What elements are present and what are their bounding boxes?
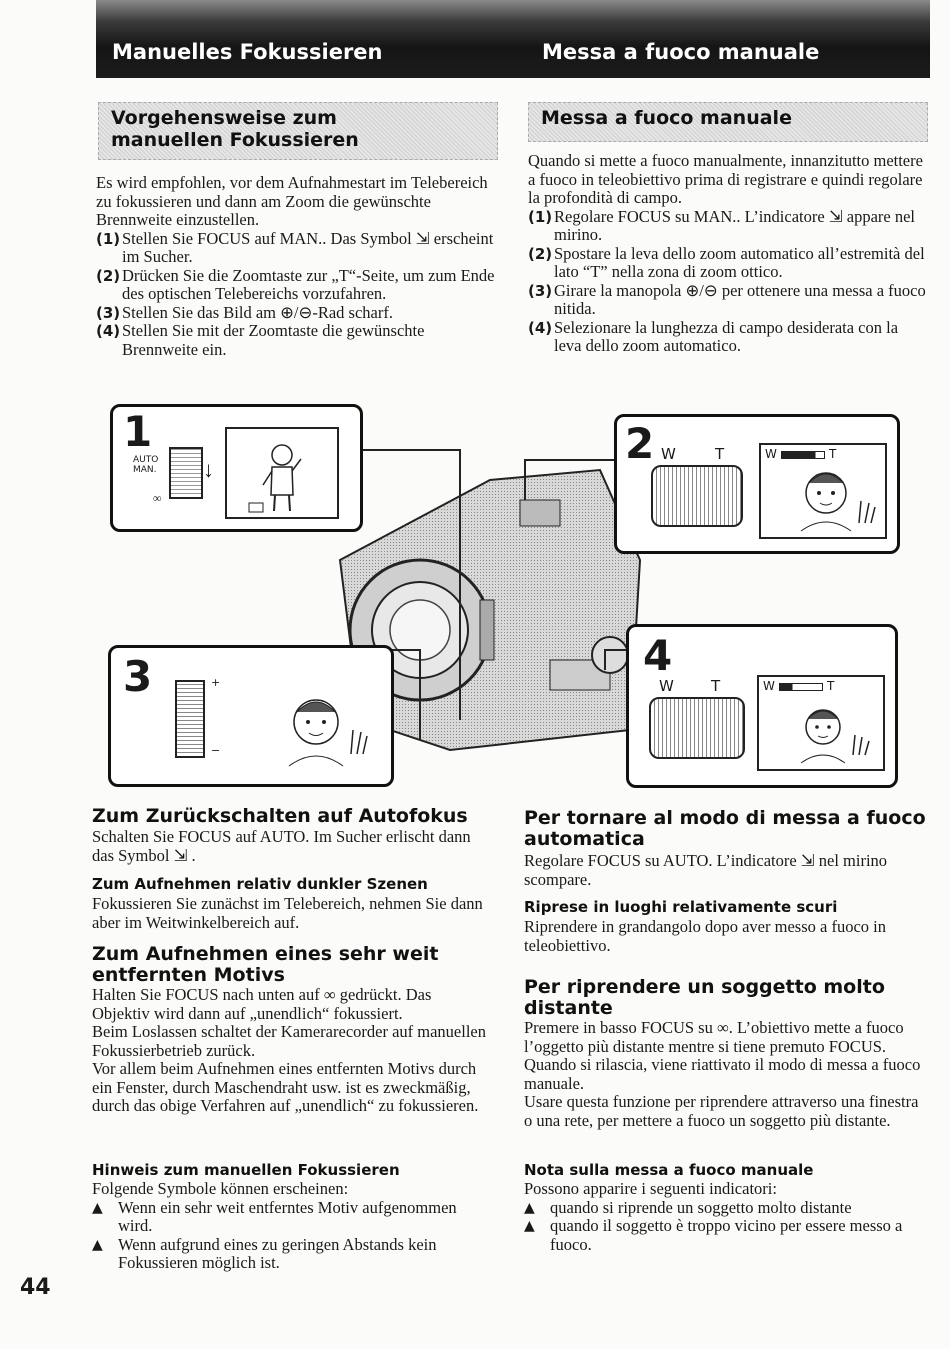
header-title-it: Messa a fuoco manuale: [542, 40, 820, 64]
focus-dial: [175, 680, 205, 758]
de-intro: Es wird empfohlen, vor dem Aufnahmestart im Telebereich zu fokussieren und dann am Zoom die gewünschte Brennweite einzustellen.: [96, 173, 488, 229]
de-far-text-3: Vor allem beim Aufnehmen eines entfernten Motivs durch ein Fenster, durch Maschendraht usw. ist es zweckmäßig, durch das obige Verfahren auf „unendlich“ zu fokussieren.: [92, 1059, 479, 1115]
vf-zoom-t: T: [827, 679, 835, 693]
connector-lines: [350, 440, 650, 780]
zoom-lever: [651, 465, 743, 527]
de-far-text-1: Halten Sie FOCUS nach unten auf ∞ gedrückt. Das Objektiv wird dann auf „unendlich“ fokussiert.: [92, 985, 432, 1023]
de-instructions: [96, 174, 496, 359]
it-step: [528, 208, 928, 245]
it-step-num: (4): [528, 318, 553, 337]
waving-boy-icon: [271, 688, 371, 768]
it-intro: Quando si mette a fuoco manualmente, innanzitutto mettere a fuoco in teleobiettivo prima di registrare e quindi regolare la profondità di campo.: [528, 151, 923, 207]
it-step-text: Girare la manopola ⊕/⊖ per ottenere una messa a fuoco nitida.: [554, 280, 926, 318]
de-dark-text: Fokussieren Sie zunächst im Telebereich, nehmen Sie dann aber im Weitwinkelbereich auf.: [92, 894, 483, 932]
de-step-num: (3): [96, 303, 121, 322]
section-title-de-line1: Vorgehensweise zum: [111, 107, 337, 129]
de-step-text: Stellen Sie FOCUS auf MAN.. Das Symbol ⇲ erscheint im Sucher.: [122, 228, 494, 266]
step-panel-4: [626, 624, 898, 788]
de-step: [96, 304, 496, 323]
it-note: [524, 1180, 924, 1254]
mountain-icon: ▲: [92, 1199, 103, 1216]
de-step-text: Drücken Sie die Zoomtaste zur „T“-Seite, um zum Ende des optischen Telebereichs vorzufahren.: [122, 265, 495, 303]
step-panel-3: [108, 645, 394, 787]
person-icon: ▲: [92, 1236, 103, 1253]
it-step-text: Spostare la leva dello zoom automatico all’estremità del lato “T” nella zona di zoom ottico.: [554, 243, 925, 281]
vf-zoom-w: W: [765, 447, 777, 461]
it-dark-heading: Riprese in luoghi relativamente scuri: [524, 898, 838, 916]
de-far-texts: [92, 986, 492, 1116]
zoom-bar: [779, 683, 823, 691]
section-title-it-text: Messa a fuoco manuale: [541, 107, 792, 129]
header-title-de: Manuelles Fokussieren: [112, 40, 383, 64]
switch-auto-label: AUTO: [133, 455, 159, 465]
waving-boy-icon: [783, 697, 873, 765]
it-step-text: Selezionare la lunghezza di campo desiderata con la leva dello zoom automatico.: [554, 317, 899, 355]
zoom-w-label: W: [659, 677, 674, 695]
it-step-num: (1): [528, 207, 553, 226]
de-dark-heading: Zum Aufnehmen relativ dunkler Szenen: [92, 875, 428, 893]
de-step-num: (4): [96, 322, 121, 340]
de-autofocus-heading: Zum Zurückschalten auf Autofokus: [92, 805, 468, 827]
it-far-texts: [524, 1019, 924, 1130]
de-note-item-text: Wenn ein sehr weit entferntes Motiv aufgenommen wird.: [118, 1197, 457, 1235]
it-note-item: [524, 1199, 924, 1218]
person-figure-icon: [227, 429, 337, 517]
it-note-item-text: quando si riprende un soggetto molto distante: [550, 1197, 852, 1217]
zoom-lever: [649, 697, 745, 759]
de-note-intro: Folgende Symbole können erscheinen:: [92, 1179, 349, 1198]
panel-number: 1: [123, 407, 153, 456]
it-note-heading: Nota sulla messa a fuoco manuale: [524, 1161, 814, 1179]
de-note-item: [92, 1199, 492, 1236]
viewfinder-2: [759, 443, 887, 539]
de-step: [96, 230, 496, 267]
it-far-heading: Per riprendere un soggetto molto distante: [524, 976, 885, 1019]
de-step-num: (2): [96, 266, 121, 285]
it-note-item: [524, 1217, 924, 1254]
it-far-text-2: Usare questa funzione per riprendere attraverso una finestra o una rete, per mettere a fuoco un soggetto più distante.: [524, 1092, 919, 1130]
panel-number: 2: [625, 419, 655, 468]
vf-zoom-w: W: [763, 679, 775, 693]
de-step-text: Stellen Sie mit der Zoomtaste die gewünschte Brennweite ein.: [122, 321, 425, 359]
it-note-item-text: quando il soggetto è troppo vicino per essere messo a fuoco.: [550, 1216, 903, 1254]
de-step-text: Stellen Sie das Bild am ⊕/⊖-Rad scharf.: [122, 302, 393, 322]
it-note-intro: Possono apparire i seguenti indicatori:: [524, 1179, 777, 1198]
mountain-icon: ▲: [524, 1199, 535, 1216]
zoom-t-label: T: [715, 445, 725, 463]
de-step-num: (1): [96, 229, 121, 248]
focus-switch: [133, 455, 158, 475]
person-icon: ▲: [524, 1218, 535, 1234]
it-autofocus-text: Regolare FOCUS su AUTO. L’indicatore ⇲ nel mirino scompare.: [524, 851, 888, 889]
it-step-num: (2): [528, 244, 553, 263]
step-panel-2: [614, 414, 900, 554]
it-far-text-1: Premere in basso FOCUS su ∞. L’obiettivo mette a fuoco l’oggetto più distante mentre si tiene premuto FOCUS. Quando si rilascia, viene riattivato il modo di messa a fuoco manuale.: [524, 1018, 921, 1093]
panel-number: 3: [123, 652, 153, 701]
switch-man-label: MAN.: [133, 465, 157, 475]
panel-number: 4: [643, 631, 673, 680]
viewfinder-4: [757, 675, 885, 771]
it-autofocus-heading: Per tornare al modo di messa a fuoco automatica: [524, 807, 926, 850]
de-step: [96, 322, 496, 359]
viewfinder-1: [225, 427, 339, 519]
switch-slider: [169, 447, 203, 499]
zoom-w-label: W: [661, 445, 676, 463]
waving-boy-icon: [781, 461, 881, 533]
it-step: [528, 245, 928, 282]
section-title-it: [528, 102, 928, 142]
it-step-text: Regolare FOCUS su MAN.. L’indicatore ⇲ appare nel mirino.: [554, 206, 916, 244]
de-note-heading: Hinweis zum manuellen Fokussieren: [92, 1161, 400, 1179]
it-step: [528, 282, 928, 319]
zoom-t-label: T: [711, 677, 721, 695]
it-step: [528, 319, 928, 356]
de-note-item: [92, 1236, 492, 1273]
page-number: 44: [20, 1275, 51, 1300]
section-title-de-line2: manuellen Fokussieren: [111, 129, 359, 151]
top-banner: [96, 0, 930, 78]
de-far-text-2: Beim Loslassen schaltet der Kamerarecorder auf manuellen Fokussierbetrieb zurück.: [92, 1022, 486, 1060]
de-autofocus-text: Schalten Sie FOCUS auf AUTO. Im Sucher erlischt dann das Symbol ⇲ .: [92, 827, 471, 865]
de-far-heading: Zum Aufnehmen eines sehr weit entfernten Motivs: [92, 943, 439, 986]
dial-plus-label: +: [211, 676, 221, 689]
it-instructions: [528, 152, 928, 356]
de-note-item-text: Wenn aufgrund eines zu geringen Abstands kein Fokussieren möglich ist.: [118, 1234, 437, 1272]
switch-inf-label: ∞: [153, 491, 162, 505]
down-arrow-icon: ↓: [203, 457, 214, 482]
step-panel-1: [110, 404, 363, 532]
de-step: [96, 267, 496, 304]
dial-minus-label: −: [211, 744, 221, 757]
vf-zoom-t: T: [829, 447, 837, 461]
it-step-num: (3): [528, 281, 553, 300]
zoom-bar: [781, 451, 825, 459]
de-note: [92, 1180, 492, 1273]
it-dark-text: Riprendere in grandangolo dopo aver messo a fuoco in teleobiettivo.: [524, 917, 886, 955]
section-title-de: [98, 102, 498, 160]
